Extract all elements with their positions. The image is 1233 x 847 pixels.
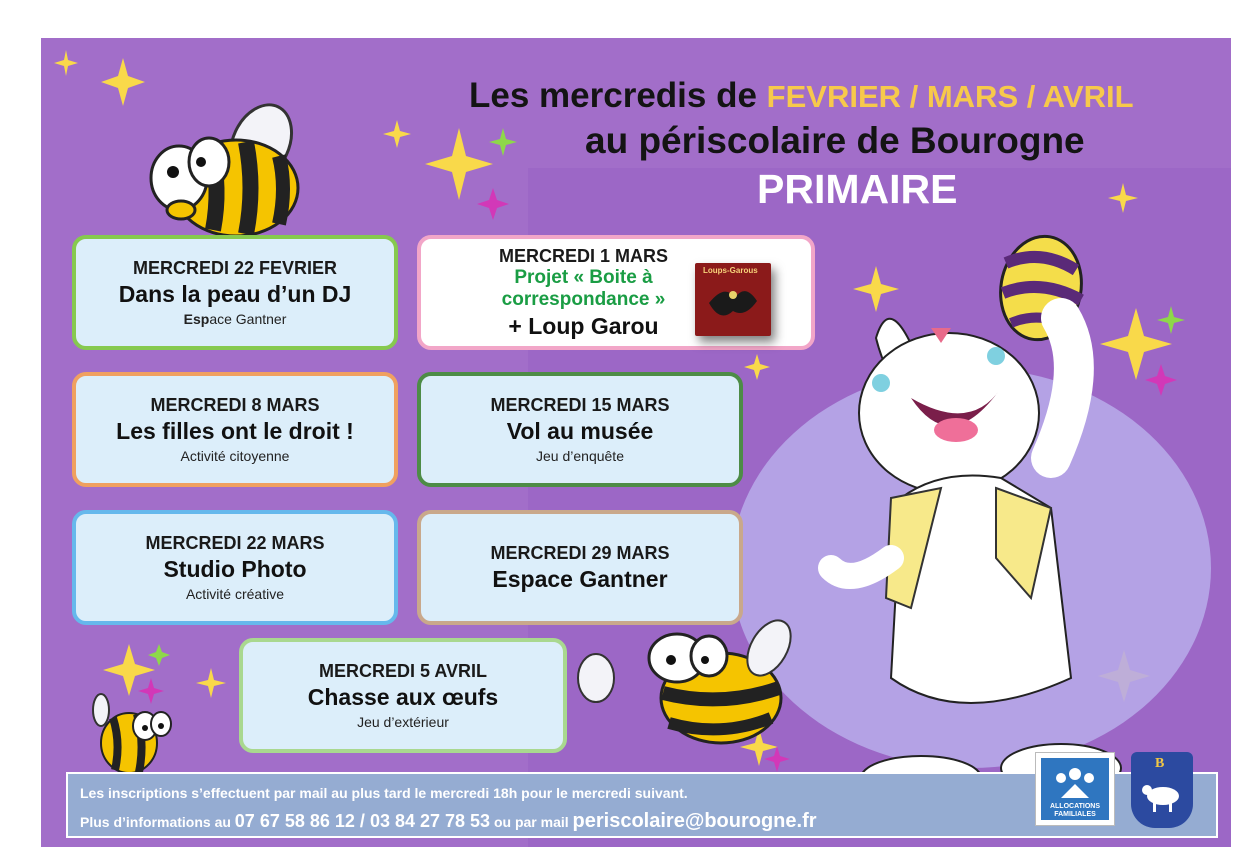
bee-illustration (93, 694, 171, 773)
title-line-2: au périscolaire de Bourogne (585, 120, 1085, 161)
star-icon (101, 58, 145, 106)
caf-logo (1035, 752, 1115, 826)
card-22-fevrier (72, 235, 398, 350)
star-icon (383, 120, 411, 148)
contact-info (80, 810, 817, 833)
card-project: Projet « Boite à correspondance » (501, 266, 666, 310)
card-activity: Les filles ont le droit ! (116, 417, 354, 444)
star-icon (764, 746, 790, 772)
card-29-mars (417, 510, 743, 625)
mail-prefix: ou par mail (490, 814, 573, 830)
caf-logo-panel (1041, 758, 1109, 820)
card-subtitle: Espace Gantner (183, 310, 287, 327)
family-tree-icon (1041, 758, 1109, 820)
card-date: MERCREDI 8 MARS (150, 394, 320, 415)
card-date: MERCREDI 15 MARS (490, 394, 670, 415)
star-icon (425, 128, 493, 200)
card-activity: Dans la peau d’un DJ (118, 280, 352, 307)
card-date: MERCREDI 29 MARS (490, 542, 670, 563)
card-subtitle: Jeu d’extérieur (357, 713, 449, 730)
star-icon (744, 354, 770, 380)
card-text (461, 245, 706, 341)
card-subtitle: Jeu d’enquête (536, 447, 624, 464)
title-prefix: Les mercredis de (469, 76, 767, 115)
info-prefix: Plus d’informations au (80, 814, 235, 830)
star-icon (489, 128, 517, 156)
star-icon (54, 50, 78, 76)
star-icon (1145, 364, 1177, 396)
star-icon (148, 644, 170, 666)
star-icon (196, 668, 226, 698)
bourogne-coat-of-arms (1131, 752, 1193, 828)
bee-illustration (151, 95, 303, 236)
caf-text-1: ALLOCATIONS (1049, 803, 1101, 810)
card-activity: Espace Gantner (492, 565, 668, 592)
town-letter: B (1155, 756, 1165, 771)
card-8-mars (72, 372, 398, 487)
card-22-mars (72, 510, 398, 625)
phone-number-1[interactable]: 07 67 58 86 12 (234, 811, 355, 831)
star-icon (1108, 183, 1138, 213)
card-15-mars (417, 372, 743, 487)
title-level: PRIMAIRE (757, 166, 958, 212)
card-date: MERCREDI 5 AVRIL (318, 660, 487, 681)
poster-background (41, 38, 1231, 847)
title-line-1 (469, 76, 1134, 116)
card-date: MERCREDI 22 FEVRIER (132, 257, 338, 278)
card-activity: + Loup Garou (508, 312, 659, 339)
star-icon (477, 188, 509, 220)
registration-info: Les inscriptions s’effectuent par mail au plus tard le mercredi 18h pour le mercredi suivant. (80, 785, 688, 801)
card-date: MERCREDI 22 MARS (145, 532, 325, 553)
game-box-label: Loups-Garous (703, 266, 758, 275)
card-5-avril (239, 638, 567, 753)
caf-text-2: FAMILIALES (1054, 811, 1096, 818)
card-activity: Vol au musée (506, 417, 654, 444)
card-activity: Chasse aux œufs (307, 683, 499, 710)
phone-number-2[interactable]: 03 84 27 78 53 (369, 811, 491, 831)
star-icon (853, 266, 899, 312)
bee-illustration (578, 613, 800, 743)
loups-garous-game-box (695, 263, 771, 336)
star-icon (138, 678, 164, 704)
card-subtitle: Activité créative (185, 585, 285, 602)
title-months: FEVRIER / MARS / AVRIL (766, 79, 1134, 114)
card-activity: Studio Photo (163, 555, 307, 582)
star-icon (1157, 306, 1185, 334)
card-subtitle: Activité citoyenne (180, 447, 290, 464)
phone-separator: / (354, 811, 370, 831)
email-link[interactable]: periscolaire@bourogne.fr (572, 810, 817, 832)
star-icon (103, 644, 155, 696)
card-date: MERCREDI 1 MARS (498, 245, 668, 266)
